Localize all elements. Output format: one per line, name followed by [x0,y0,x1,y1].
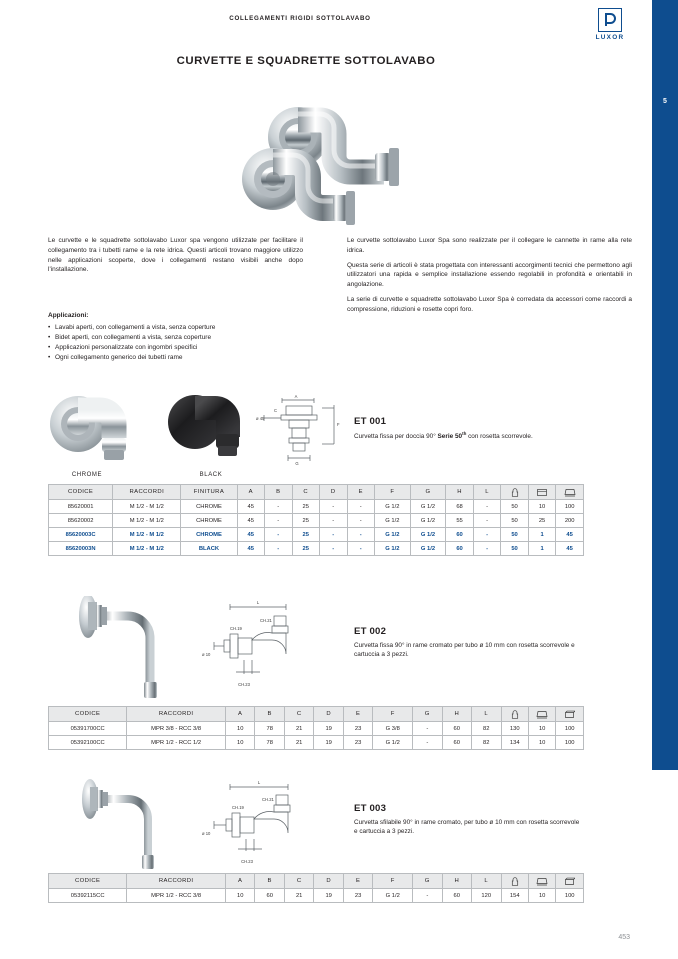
page-number: 453 [618,934,630,941]
col-a: A [225,707,254,722]
col-h: H [446,485,474,500]
product-info-et003 [354,803,584,837]
brand-name: LUXOR [595,34,625,41]
cell-c: 25 [292,514,320,528]
brand-logo [587,8,633,41]
table-row [49,500,584,514]
cell-d: - [320,500,348,514]
cell-f: G 3/8 [373,722,413,736]
technical-drawing-et003 [200,779,310,869]
product-info-et001 [354,416,584,441]
col-h: H [442,874,471,889]
col-codice: CODICE [49,707,127,722]
page-title: CURVETTE E SQUADRETTE SOTTOLAVABO [176,55,436,67]
cell-e: 23 [343,722,372,736]
drawing-label: G [295,461,299,466]
col-pack-icon [501,874,528,889]
desc-series-sup: th [462,431,467,436]
product-code: ET 002 [354,626,387,637]
cell-b: - [265,542,293,556]
col-d: D [320,485,348,500]
col-box-icon [528,485,556,500]
col-raccordi: RACCORDI [127,874,226,889]
drawing-label: CH.21 [262,797,274,802]
table-row [49,514,584,528]
cell-f: G 1/2 [373,736,413,750]
product-photo-et003 [58,777,178,873]
desc-part-1: Curvetta fissa per doccia 90° [354,433,438,441]
drawing-label: C [274,408,278,413]
cell-finitura: CHROME [181,528,237,542]
cell-raccordi: MPR 1/2 - RCC 3/8 [127,889,226,903]
cell-l: 82 [472,736,501,750]
desc-part-2: con rosetta scorrevole. [466,433,533,441]
product-description: Curvetta sfilabile 90° in rame cromato, per tubo ø 10 mm con rosetta scorrevole e cartuccia a 3 pezzi. [354,819,580,836]
side-tab-label: COLLEGAMENTI RIGIDI SOTTOLAVABO [594,16,601,145]
cell-codice: 05391700CC [49,722,127,736]
spec-table-et002 [48,706,584,750]
cell-b: 78 [255,722,284,736]
cell-box: 100 [556,736,584,750]
list-item: • Bidet aperti, con collegamenti a vista, senza coperture [48,333,338,343]
intro-right-p1: Le curvette sottolavabo Luxor Spa sono realizzate per il collegare le cannette in rame alla rete idrica. [347,237,632,254]
cell-c: 21 [284,889,313,903]
cell-raccordi: M 1/2 - M 1/2 [113,542,181,556]
cell-e: - [347,500,375,514]
product-description: Curvetta fissa 90° in rame cromato per tubo ø 10 mm con rosetta scorrevole e cartuccia a 3 pezzi. [354,642,575,659]
cell-g: G 1/2 [410,514,446,528]
col-a: A [237,485,265,500]
col-d: D [314,874,343,889]
product-code: ET 001 [354,416,387,427]
cell-pack: 134 [501,736,528,750]
cell-box: 100 [556,889,584,903]
cell-d: 19 [314,736,343,750]
cell-pack: 154 [501,889,528,903]
table-header-row [49,707,584,722]
table-header-row [49,485,584,500]
col-codice: CODICE [49,874,127,889]
cell-e: - [347,542,375,556]
cell-codice: 85620003N [49,542,113,556]
col-a: A [225,874,254,889]
table-row [49,889,584,903]
cell-d: 19 [314,722,343,736]
col-raccordi: RACCORDI [113,485,181,500]
col-f: F [373,707,413,722]
cell-b: - [265,514,293,528]
cell-h: 60 [442,722,471,736]
list-item: • Ogni collegamento generico dei tubetti rame [48,353,338,363]
cell-box: 25 [528,514,556,528]
cell-h: 55 [446,514,474,528]
cell-a: 45 [237,542,265,556]
table-header-row [49,874,584,889]
cell-pallet: 100 [556,500,584,514]
table-body [49,500,584,556]
cell-a: 10 [225,722,254,736]
product-photo-black [165,382,251,468]
cell-h: 60 [442,889,471,903]
product-block-et003 [48,775,584,903]
col-codice: CODICE [49,485,113,500]
table-row [49,528,584,542]
cell-a: 10 [225,736,254,750]
drawing-label: L [256,600,260,605]
cell-g: G 1/2 [410,542,446,556]
cell-h: 60 [442,736,471,750]
cell-codice: 85620002 [49,514,113,528]
col-h: H [442,707,471,722]
cell-codice: 05392115CC [49,889,127,903]
table-body [49,722,584,750]
col-f: F [373,874,413,889]
finish-caption-black: BLACK [199,472,223,478]
intro-left: Le curvette e le squadrette sottolavabo Luxor spa vengono utilizzate per facilitare il collegamento tra i tubetti rame e la rete idrica. Questi articoli trovano maggiore utilizzo nelle applicazioni scoperte, dove i collegamenti restano visibili anche dopo l'installazione. [48,237,303,274]
side-tab-number: 5 [663,98,667,105]
cell-pallet: 200 [556,514,584,528]
drawing-label: L [257,780,261,785]
hero-product-photo [225,74,470,229]
col-box-icon [556,707,584,722]
cell-finitura: BLACK [181,542,237,556]
table-row [49,736,584,750]
cell-box: 100 [556,722,584,736]
cell-g: G 1/2 [410,500,446,514]
cell-codice: 05392100CC [49,736,127,750]
cell-f: G 1/2 [375,542,411,556]
cell-raccordi: M 1/2 - M 1/2 [113,528,181,542]
cell-raccordi: MPR 1/2 - RCC 1/2 [127,736,226,750]
cell-g: G 1/2 [410,528,446,542]
cell-e: 23 [343,889,372,903]
cell-h: 60 [446,528,474,542]
cell-l: - [473,500,501,514]
technical-drawing-et002 [200,600,308,696]
product-photo-chrome [48,382,152,468]
intro-right-p3: La serie di curvette e squadrette sottolavabo Luxor Spa è corredata da accessori come raccordi a compressione, riduzioni e rosette copri foro. [347,295,632,313]
product-description [354,431,584,441]
cell-c: 25 [292,500,320,514]
product-photo-row [48,382,584,484]
cell-f: G 1/2 [375,528,411,542]
cell-l: 82 [472,722,501,736]
col-raccordi: RACCORDI [127,707,226,722]
drawing-label: A [294,394,298,399]
cell-a: 45 [237,514,265,528]
cell-pack: 130 [501,722,528,736]
cell-pack: 50 [501,500,529,514]
col-finitura: FINITURA [181,485,237,500]
technical-drawing-et001 [248,394,344,466]
col-l: L [472,707,501,722]
col-e: E [343,874,372,889]
product-block-et002 [48,596,584,750]
drawing-label: CH.19 [230,626,242,631]
drawing-label: F [337,422,340,427]
cell-c: 25 [292,542,320,556]
cell-c: 25 [292,528,320,542]
col-g: G [413,874,442,889]
list-item: • Applicazioni personalizzate con ingombri specifici [48,343,338,353]
cell-e: - [347,528,375,542]
luxor-mark-icon [598,8,622,32]
applications-list [48,311,338,363]
applications-title: Applicazioni: [48,312,89,319]
cell-box: 1 [528,528,556,542]
cell-f: G 1/2 [375,514,411,528]
cell-pack: 50 [501,528,529,542]
col-f: F [375,485,411,500]
cell-a: 10 [225,889,254,903]
drawing-label: ø 10 [202,652,211,657]
cell-box: 10 [528,500,556,514]
cell-box: 1 [528,542,556,556]
spec-table-et001 [48,484,584,556]
drawing-label: ø 10 [202,831,211,836]
product-photo-row [48,596,584,706]
cell-e: - [347,514,375,528]
cell-b: - [265,528,293,542]
col-g: G [413,707,442,722]
cell-pallet: 10 [528,736,555,750]
drawing-label: CH.19 [232,805,244,810]
col-e: E [347,485,375,500]
cell-pack: 50 [501,542,529,556]
product-info-et002 [354,626,584,660]
cell-raccordi: MPR 3/8 - RCC 3/8 [127,722,226,736]
col-pallet-icon [528,874,555,889]
desc-series: Serie 50 [437,433,463,441]
product-block-et001 [48,382,584,556]
col-b: B [255,874,284,889]
cell-pallet: 10 [528,722,555,736]
intro-right [347,236,632,319]
cell-finitura: CHROME [181,500,237,514]
intro-right-p2: Questa serie di articoli è stata progettata con interessanti accorgimenti tecnici che permettono agli utilizzatori una rapida e semplice installazione essendo regolabili in profondità e orientabili in angolazione. [347,261,632,288]
drawing-label: CH.23 [241,859,253,864]
cell-d: - [320,528,348,542]
product-code: ET 003 [354,803,387,814]
col-pallet-icon [556,485,584,500]
cell-codice: 85620003C [49,528,113,542]
cell-d: - [320,542,348,556]
cell-b: 60 [255,889,284,903]
col-l: L [472,874,501,889]
cell-l: - [473,514,501,528]
col-b: B [255,707,284,722]
cell-f: G 1/2 [373,889,413,903]
cell-raccordi: M 1/2 - M 1/2 [113,500,181,514]
cell-a: 45 [237,528,265,542]
spec-table-et003 [48,873,584,903]
product-photo-row [48,775,584,873]
col-pack-icon [501,707,528,722]
drawing-label: ø 45 [256,416,265,421]
table-row [49,542,584,556]
col-pallet-icon [528,707,555,722]
cell-a: 45 [237,500,265,514]
col-e: E [343,707,372,722]
col-box-icon [556,874,584,889]
cell-d: - [320,514,348,528]
cell-g: - [413,889,442,903]
cell-h: 60 [446,542,474,556]
cell-l: - [473,542,501,556]
col-g: G [410,485,446,500]
table-body [49,889,584,903]
col-pack-icon [501,485,529,500]
col-b: B [265,485,293,500]
cell-raccordi: M 1/2 - M 1/2 [113,514,181,528]
cell-c: 21 [284,722,313,736]
col-c: C [284,707,313,722]
product-photo-et002 [58,596,178,704]
cell-h: 68 [446,500,474,514]
cell-codice: 85620001 [49,500,113,514]
cell-c: 21 [284,736,313,750]
drawing-label: CH.23 [238,682,250,687]
list-item: • Lavabi aperti, con collegamenti a vista, senza coperture [48,323,338,333]
cell-b: 78 [255,736,284,750]
cell-f: G 1/2 [375,500,411,514]
finish-caption-chrome: CHROME [71,472,103,478]
col-c: C [292,485,320,500]
cell-d: 19 [314,889,343,903]
cell-pack: 50 [501,514,529,528]
cell-l: 120 [472,889,501,903]
cell-g: - [413,736,442,750]
cell-pallet: 45 [556,528,584,542]
col-c: C [284,874,313,889]
cell-g: - [413,722,442,736]
cell-finitura: CHROME [181,514,237,528]
table-row [49,722,584,736]
col-d: D [314,707,343,722]
col-l: L [473,485,501,500]
cell-pallet: 45 [556,542,584,556]
running-head: COLLEGAMENTI RIGIDI SOTTOLAVABO [229,15,371,22]
cell-e: 23 [343,736,372,750]
cell-b: - [265,500,293,514]
cell-l: - [473,528,501,542]
drawing-label: CH.21 [260,618,272,623]
cell-pallet: 10 [528,889,555,903]
